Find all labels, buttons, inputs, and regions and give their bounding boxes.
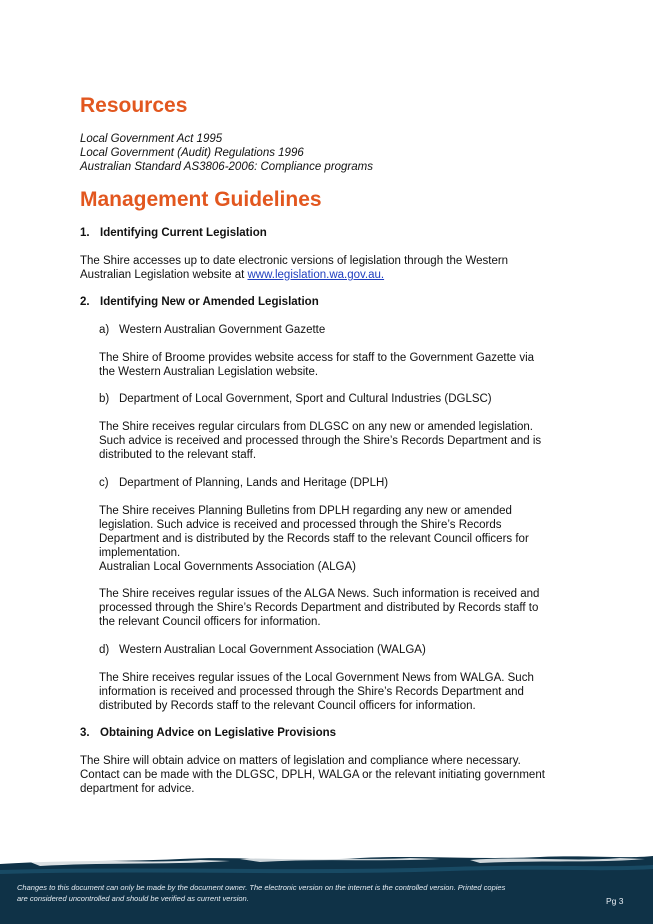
paragraph-line: distributed by Records staff to the relevant Council officers for information. [99, 700, 476, 712]
page-number: Pg 3 [606, 896, 624, 906]
subsection-b-body [99, 420, 541, 462]
section-3-title [80, 726, 336, 740]
subsection-c-title [99, 476, 388, 490]
section-3-body [80, 754, 545, 796]
section-title-text: Identifying New or Amended Legislation [100, 296, 319, 308]
paragraph-line: distributed to the relevant staff. [99, 449, 257, 461]
paragraph-line: legislation. Such advice is received and processed through the Shire’s Records [99, 519, 502, 531]
footer-disclaimer [17, 882, 505, 904]
subsection-c-body [99, 504, 529, 574]
subsection-b-title [99, 392, 492, 406]
guidelines-heading: Management Guidelines [80, 188, 322, 211]
paragraph-line: The Shire receives Planning Bulletins from DPLH regarding any new or amended [99, 505, 512, 517]
resources-heading: Resources [80, 94, 188, 117]
subsection-letter: b) [99, 393, 110, 405]
subsection-letter: c) [99, 477, 109, 489]
subsection-letter: d) [99, 644, 110, 656]
resource-item: Local Government Act 1995 [80, 133, 223, 145]
subsection-a-body [99, 351, 534, 379]
section-number: 3. [80, 727, 90, 739]
paragraph-line: the relevant Council officers for information. [99, 616, 321, 628]
section-1-title [80, 226, 267, 240]
paragraph-line: The Shire accesses up to date electronic versions of legislation through the Western [80, 255, 509, 267]
paragraph-line: The Shire of Broome provides website access for staff to the Government Gazette via [99, 352, 535, 364]
alga-body [99, 587, 539, 629]
subsection-a-title [99, 323, 325, 337]
resource-item: Australian Standard AS3806-2006: Compliance programs [80, 161, 373, 173]
subsection-title-text: Department of Planning, Lands and Heritage (DPLH) [119, 477, 389, 489]
legislation-link[interactable]: www.legislation.wa.gov.au. [247, 269, 385, 281]
section-title-text: Obtaining Advice on Legislative Provisions [100, 727, 337, 739]
resources-list [80, 132, 373, 174]
section-number: 1. [80, 227, 90, 239]
paragraph-line: Australian Legislation website at [80, 269, 248, 281]
resource-item: Local Government (Audit) Regulations 1996 [80, 147, 304, 159]
paragraph-line: The Shire receives regular circulars from DLGSC on any new or amended legislation. [99, 421, 534, 433]
section-title-text: Identifying Current Legislation [100, 227, 267, 239]
paragraph-line: The Shire receives regular issues of the ALGA News. Such information is received and [99, 588, 540, 600]
section-1-body [80, 254, 508, 282]
section-2-title [80, 295, 319, 309]
subsection-d-body [99, 671, 534, 713]
paragraph-line: department for advice. [80, 783, 195, 795]
paragraph-line: Such advice is received and processed through the Shire’s Records Department and is [99, 435, 542, 447]
footer-line: are considered uncontrolled and should be verified as current version. [17, 894, 249, 903]
paragraph-line: Contact can be made with the DLGSC, DPLH, WALGA or the relevant initiating government [80, 769, 545, 781]
subsection-title-text: Western Australian Government Gazette [119, 324, 326, 336]
subsection-d-title [99, 643, 426, 657]
subsection-letter: a) [99, 324, 110, 336]
subsection-title-text: Western Australian Local Government Association (WALGA) [119, 644, 426, 656]
section-number: 2. [80, 296, 90, 308]
paragraph-line: processed through the Shire’s Records Department and distributed by Records staff to [99, 602, 539, 614]
subsection-title-text: Department of Local Government, Sport and Cultural Industries (DGLSC) [119, 393, 492, 405]
paragraph-line: information is received and processed through the Shire’s Records Department and [99, 686, 524, 698]
paragraph-line: The Shire receives regular issues of the Local Government News from WALGA. Such [99, 672, 534, 684]
paragraph-line: the Western Australian Legislation website. [99, 366, 319, 378]
paragraph-line: The Shire will obtain advice on matters of legislation and compliance where necessary. [80, 755, 521, 767]
paragraph-line: Department and is distributed by the Records staff to the relevant Council officers for [99, 533, 529, 545]
alga-heading: Australian Local Governments Association (ALGA) [99, 561, 356, 573]
paragraph-line: implementation. [99, 547, 181, 559]
footer-line: Changes to this document can only be made by the document owner. The electronic version on the internet is the controlled version. Printed copies [17, 883, 506, 892]
